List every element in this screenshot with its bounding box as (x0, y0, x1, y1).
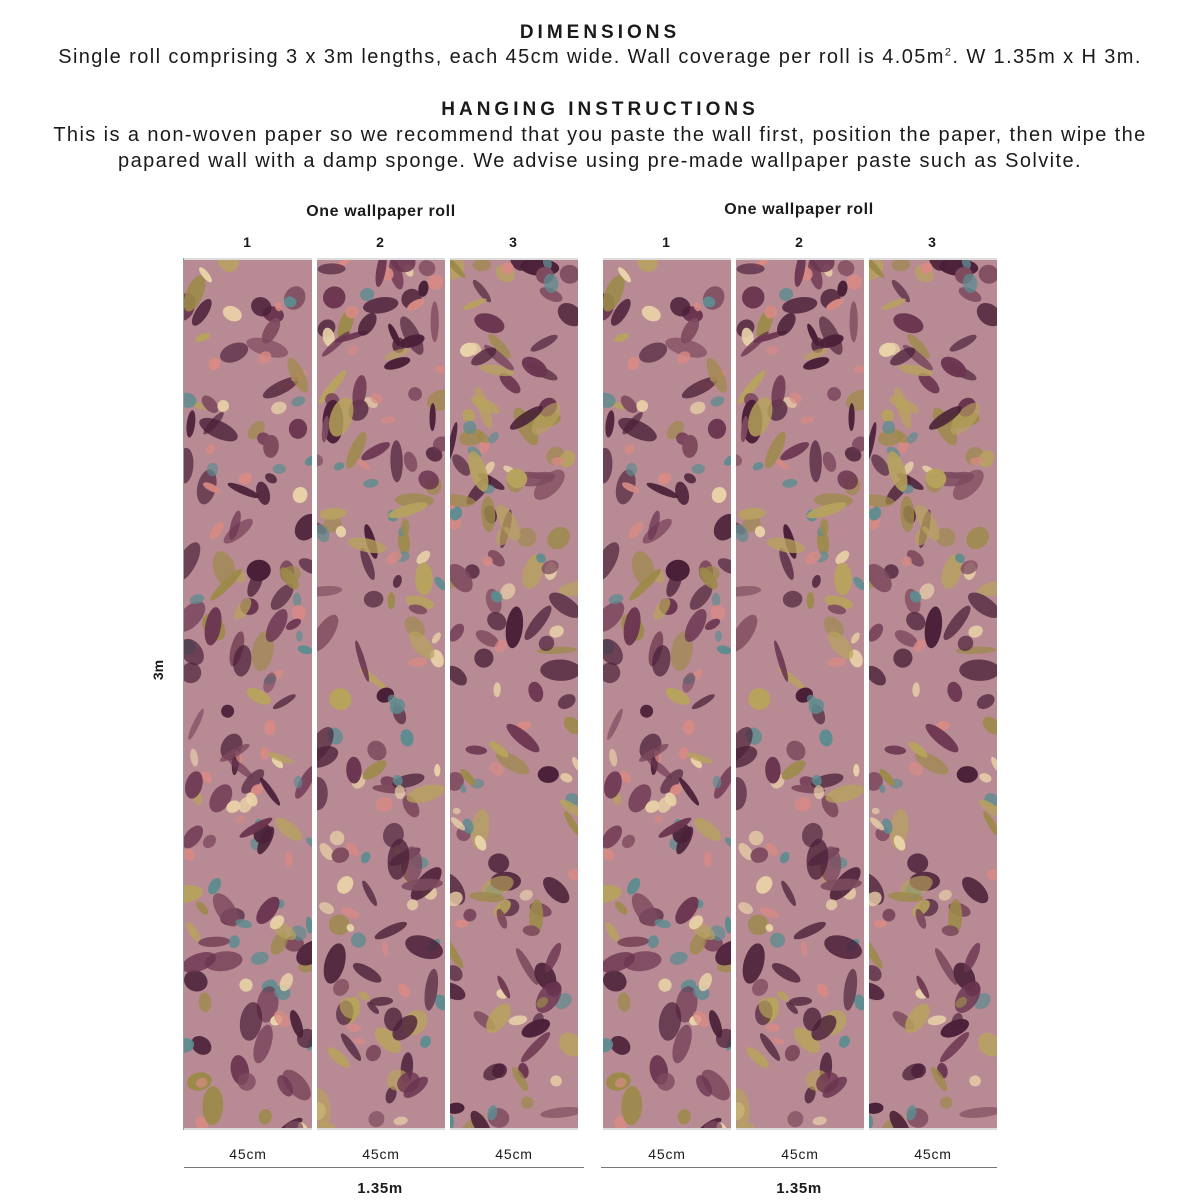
roll-1-strip-1-number: 1 (243, 234, 251, 250)
roll-1-strip-3-width: 45cm (495, 1146, 533, 1162)
roll-1-strip-2-number: 2 (376, 234, 384, 250)
roll-2-strip-2-number: 2 (795, 234, 803, 250)
roll-1-strip-3-number: 3 (509, 234, 517, 250)
roll-1-strip-2 (317, 258, 445, 1130)
roll-2-strip-3-number: 3 (928, 234, 936, 250)
hanging-line-1: This is a non-woven paper so we recommend that you paste the wall first, position the paper, then wipe the (53, 124, 1147, 146)
dimensions-superscript: 2 (944, 46, 953, 59)
roll-2-strip-3 (869, 258, 997, 1130)
hanging-line-2: papared wall with a damp sponge. We advise using pre-made wallpaper paste such as Solvite. (118, 150, 1082, 172)
roll-2-strip-1 (603, 258, 731, 1130)
roll-2-strip-1-width: 45cm (648, 1146, 686, 1162)
roll-1-title: One wallpaper roll (306, 203, 456, 220)
dimensions-heading: DIMENSIONS (519, 22, 681, 43)
roll-2-strip-1-number: 1 (662, 234, 670, 250)
roll-2-total-width: 1.35m (776, 1180, 822, 1197)
roll-2-title: One wallpaper roll (724, 201, 874, 218)
dimensions-text-main: Single roll comprising 3 x 3m lengths, each 45cm wide. Wall coverage per roll is 4.05m (58, 46, 945, 68)
floral-pattern (736, 260, 864, 1128)
height-label: 3m (150, 659, 166, 681)
floral-pattern (450, 260, 578, 1128)
dimensions-text (40, 44, 1160, 70)
roll-2-total-line (601, 1167, 997, 1168)
roll-2-strip-3-width: 45cm (914, 1146, 952, 1162)
floral-pattern (184, 260, 312, 1128)
floral-pattern (603, 260, 731, 1128)
floral-pattern (869, 260, 997, 1128)
roll-2-strip-2 (736, 258, 864, 1130)
roll-1-strip-1-width: 45cm (229, 1146, 267, 1162)
floral-pattern (317, 260, 445, 1128)
roll-1-total-width: 1.35m (357, 1180, 403, 1197)
roll-1-strip-1 (184, 258, 312, 1130)
roll-1-total-line (184, 1167, 584, 1168)
roll-1-strip-2-width: 45cm (362, 1146, 400, 1162)
roll-1-strip-3 (450, 258, 578, 1130)
roll-2-strip-2-width: 45cm (781, 1146, 819, 1162)
hanging-heading: HANGING INSTRUCTIONS (441, 99, 759, 120)
dimensions-text-end: . W 1.35m x H 3m. (952, 46, 1142, 68)
